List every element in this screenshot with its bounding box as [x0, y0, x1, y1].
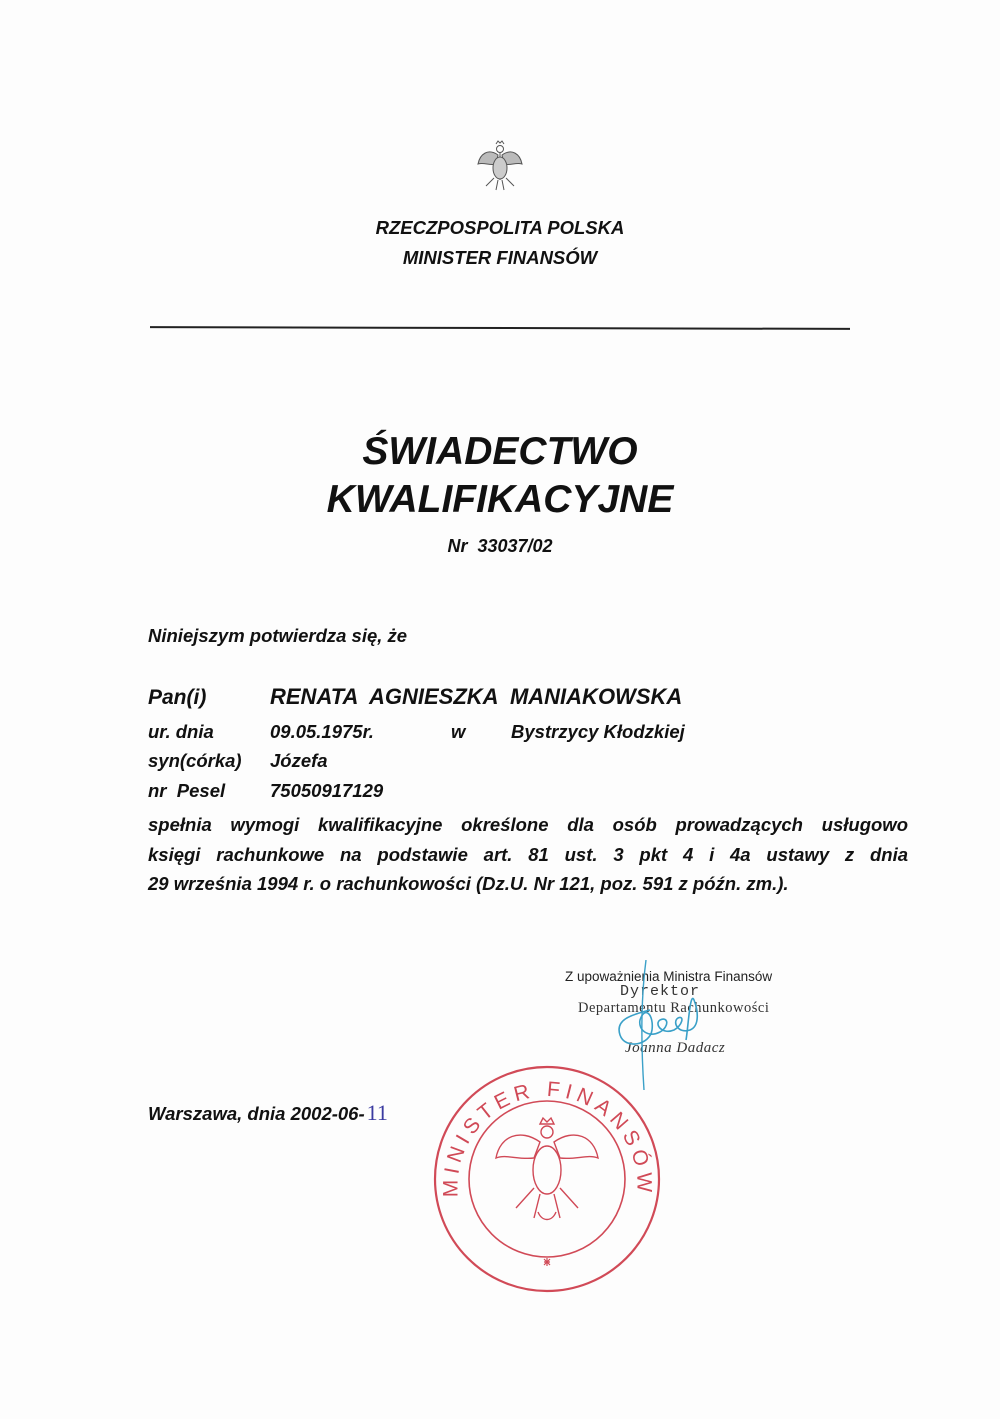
pesel-label: nr Pesel: [148, 780, 226, 801]
header-divider: [150, 326, 850, 330]
handwritten-day: 11: [366, 1100, 388, 1125]
intro-text: Niniejszym potwierdza się, że: [148, 625, 408, 646]
statement-line: spełnia wymogi kwalifikacyjne określone dla osób prowadzących usługowo: [148, 814, 908, 835]
birth-place: Bystrzycy Kłodzkiej: [511, 721, 685, 742]
pesel-number: 75050917129: [270, 780, 384, 801]
certificate-title-line2: KWALIFIKACYJNE: [326, 478, 674, 521]
statement-line: 29 września 1994 r. o rachunkowości (Dz.U. Nr 121, poz. 591 z późn. zm.).: [148, 873, 789, 894]
statement-line: księgi rachunkowe na podstawie art. 81 ust. 3 pkt 4 i 4a ustawy z dnia: [148, 843, 908, 865]
issue-place-date-text: Warszawa, dnia 2002-06-: [148, 1103, 365, 1124]
qualification-statement: [148, 810, 908, 899]
birth-place-label: w: [451, 721, 466, 742]
birth-date: 09.05.1975r.: [270, 721, 374, 742]
signer-position: Dyrektor: [620, 983, 701, 1000]
signer-name: Joanna Dadacz: [625, 1040, 726, 1056]
polish-eagle-emblem-icon: [476, 140, 524, 195]
parent-label: syn(córka): [148, 750, 242, 771]
seal-text: MINISTER FINANSÓW: [439, 1077, 656, 1198]
birth-date-label: ur. dnia: [148, 721, 214, 742]
authorization-text: Z upoważnienia Ministra Finansów: [565, 969, 773, 984]
issuer-heading: MINISTER FINANSÓW: [402, 247, 598, 268]
certificate-number: Nr 33037/02: [447, 536, 553, 556]
issue-place-date: [148, 1100, 388, 1126]
parent-name: Józefa: [270, 750, 328, 771]
official-seal-stamp: [430, 1062, 665, 1297]
signer-department: Departamentu Rachunkowości: [578, 1000, 770, 1016]
holder-name: RENATA AGNIESZKA MANIAKOWSKA: [270, 684, 683, 709]
country-heading: RZECZPOSPOLITA POLSKA: [375, 217, 625, 238]
certificate-title-line1: ŚWIADECTWO: [362, 430, 638, 473]
seal-eagle-icon: [496, 1118, 598, 1220]
name-label: Pan(i): [148, 686, 207, 709]
seal-star-icon: [544, 1258, 550, 1266]
